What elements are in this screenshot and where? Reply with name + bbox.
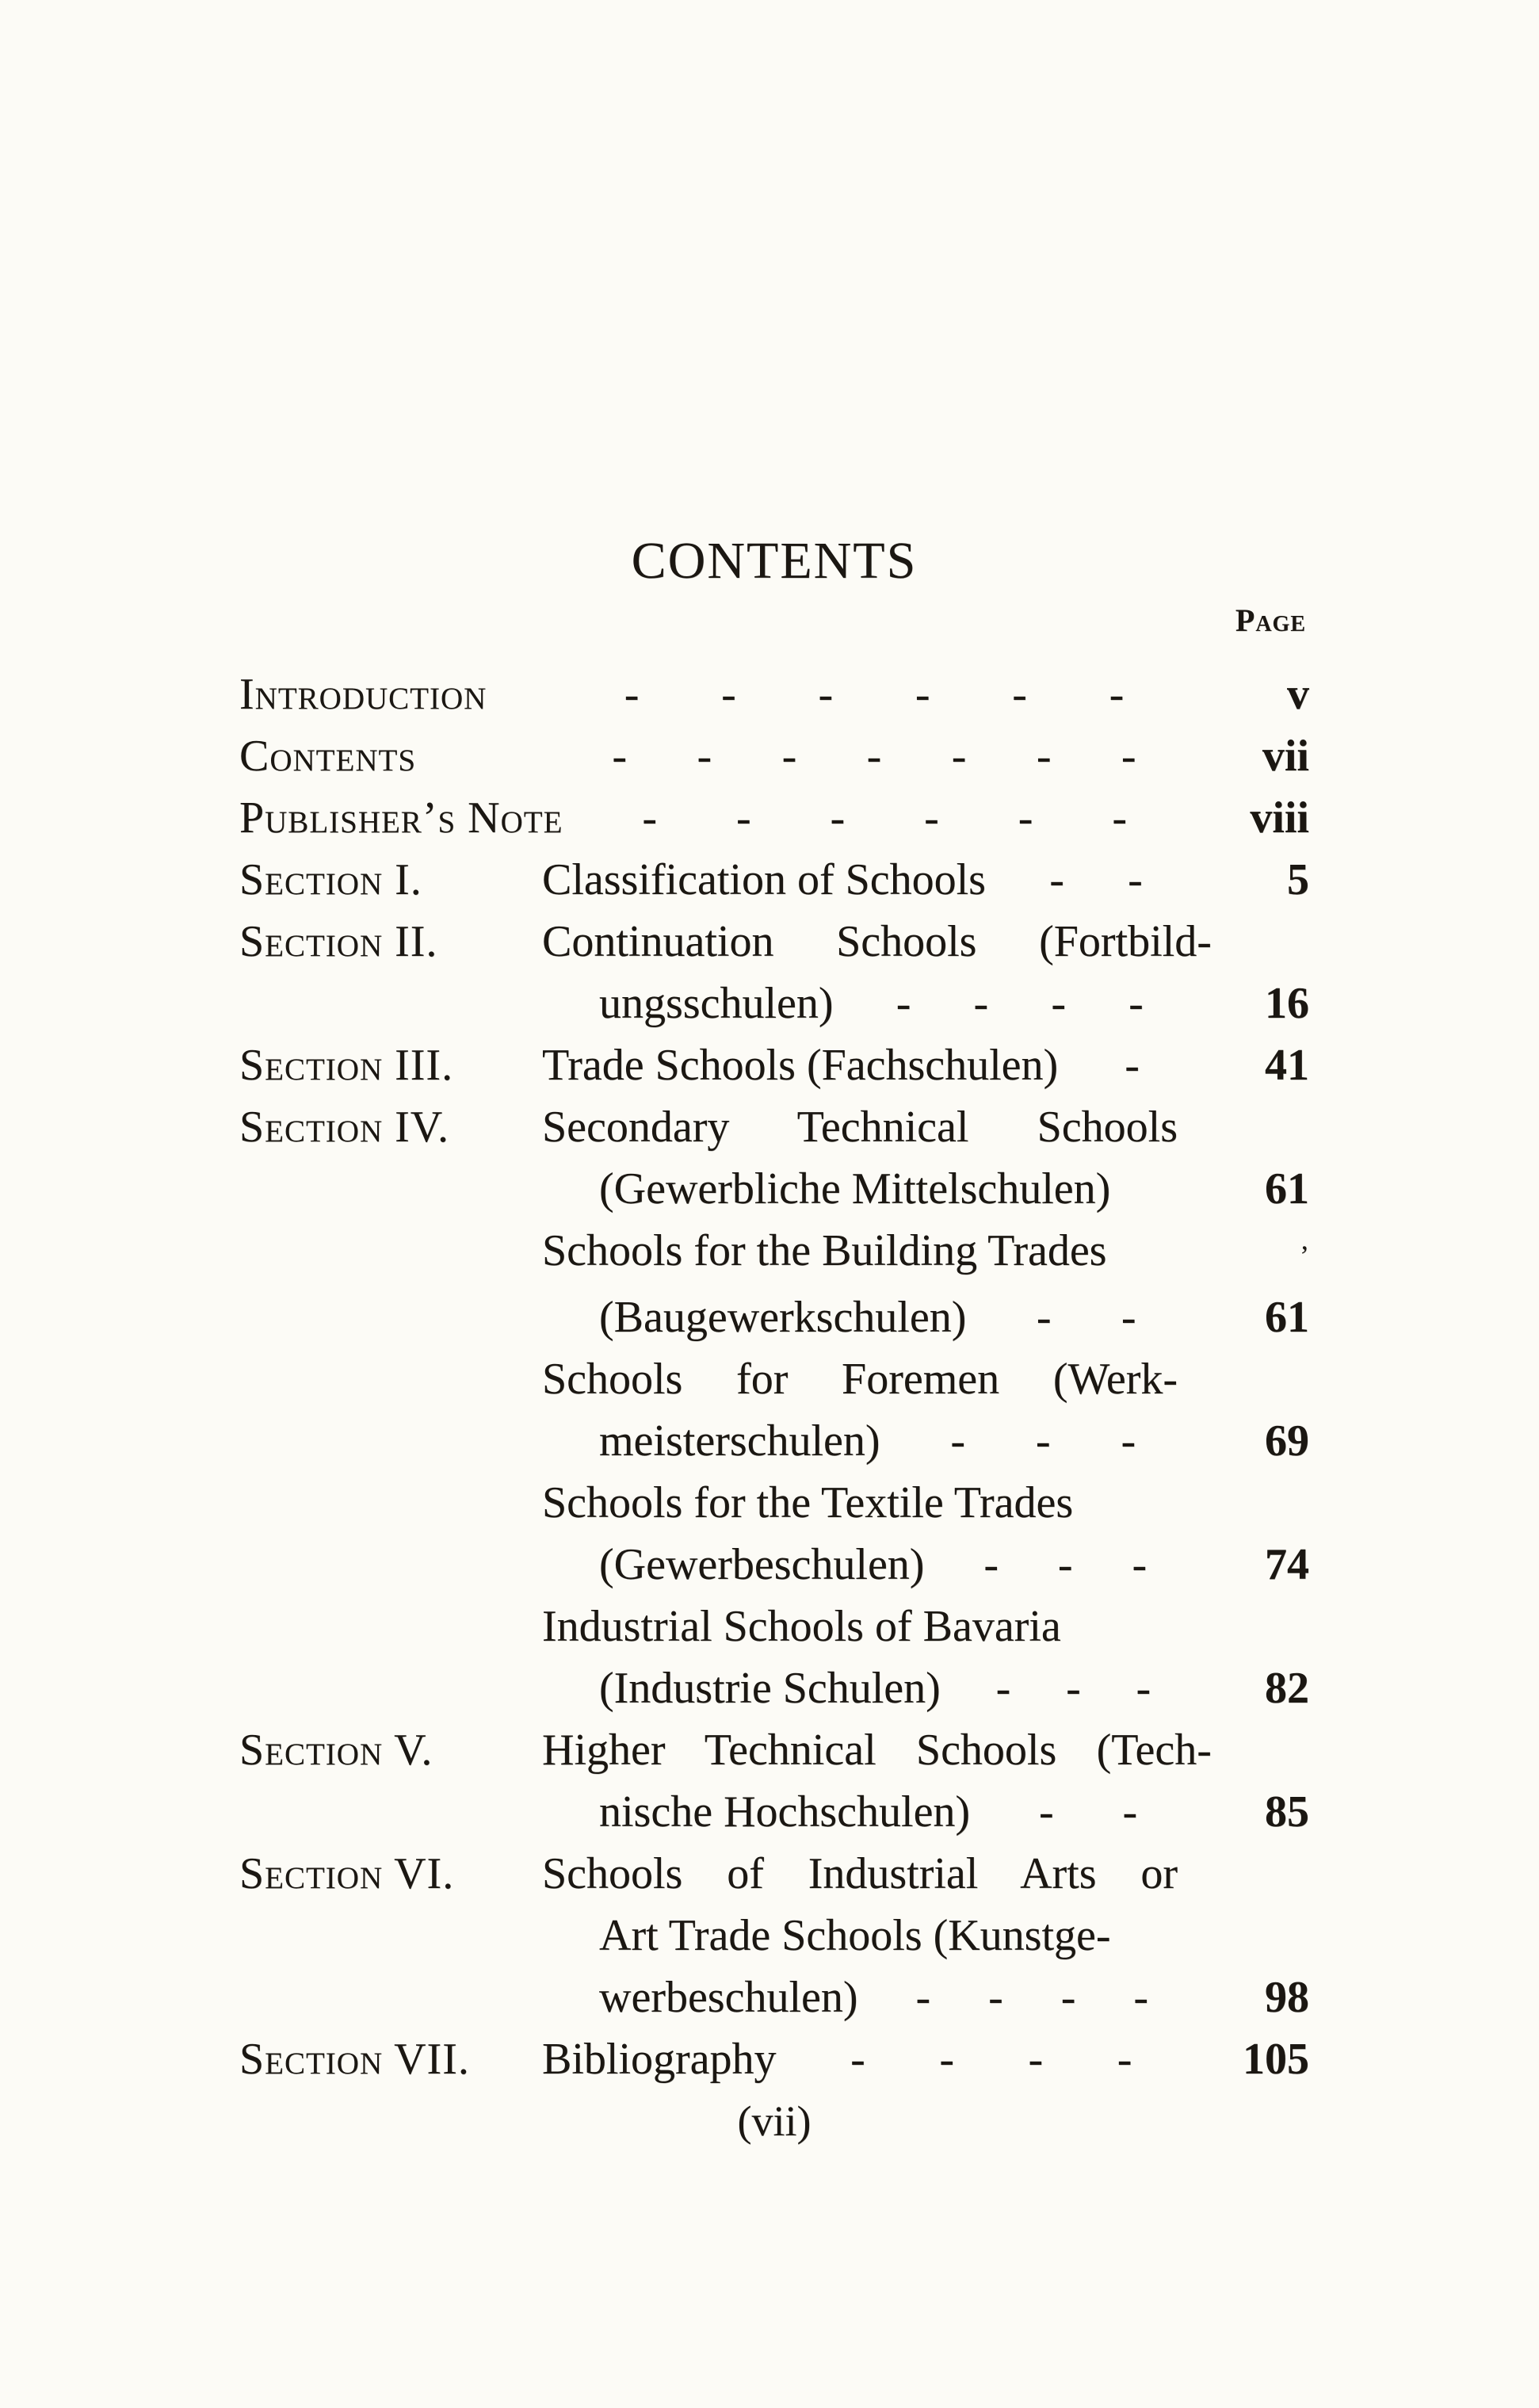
toc-page-number: 98: [1265, 1973, 1309, 2022]
leader-dash: -: [1121, 732, 1136, 781]
toc-entry-label: Section IV.: [239, 1103, 449, 1152]
leader-dash: -: [1012, 670, 1027, 719]
toc-entry-text: (Gewerbeschulen): [599, 1540, 925, 1589]
toc-row: [239, 1596, 1309, 1657]
toc-entry-text: Bibliography: [542, 2035, 777, 2084]
leader-dash: -: [1112, 793, 1127, 843]
leader-dash: -: [735, 793, 751, 843]
dash-leader: [858, 1967, 1206, 2028]
toc-entry-text: Higher Technical Schools (Tech-: [542, 1726, 1212, 1775]
leader-dash: -: [866, 732, 882, 781]
leader-dash: -: [988, 1973, 1003, 2022]
toc-row: [239, 2028, 1309, 2090]
leader-dash: -: [1036, 1293, 1052, 1342]
dash-leader: [880, 1410, 1206, 1472]
leader-dash: -: [1028, 2035, 1044, 2084]
page-footer-folio: (vii): [737, 2097, 812, 2145]
toc-row: [239, 1096, 1309, 1158]
toc-entry-label: Section III.: [239, 1041, 454, 1090]
leader-dash: -: [1109, 670, 1125, 719]
toc-page-number: 5: [1287, 855, 1309, 904]
leader-dash: -: [1038, 1787, 1054, 1837]
toc-page-number: 41: [1265, 1041, 1309, 1090]
page-column-header: Page: [1235, 602, 1306, 638]
toc-row: [239, 1158, 1309, 1220]
dash-leader: [777, 2028, 1206, 2090]
leader-dash: -: [612, 732, 628, 781]
toc-row: [239, 849, 1309, 911]
leader-dash: -: [950, 1416, 966, 1466]
leader-dash: -: [1051, 979, 1066, 1028]
toc-entry-text: meisterschulen): [599, 1416, 880, 1466]
leader-dash: -: [697, 732, 712, 781]
toc-row: [239, 1843, 1309, 1905]
leader-dash: -: [850, 2035, 865, 2084]
toc-row: [239, 787, 1309, 849]
leader-dash: -: [721, 670, 736, 719]
leader-dash: -: [1060, 1973, 1076, 2022]
toc-entry-text: Secondary Technical Schools: [542, 1103, 1178, 1152]
toc-entry-label: Section VII.: [239, 2035, 470, 2084]
dash-leader: [941, 1657, 1206, 1719]
toc-row: [239, 725, 1309, 787]
toc-page-number: 69: [1265, 1416, 1309, 1466]
dash-leader: [986, 849, 1206, 911]
toc-page-number: 85: [1265, 1787, 1309, 1837]
page-column-header-row: [239, 602, 1309, 646]
leader-dash: -: [939, 2035, 954, 2084]
toc-entry-text: Industrial Schools of Bavaria: [542, 1602, 1061, 1651]
toc-entry-label: Introduction: [239, 670, 487, 719]
toc-entry-label: Section V.: [239, 1726, 433, 1775]
toc-entry-text: (Baugewerkschulen): [599, 1293, 967, 1342]
leader-dash: -: [1125, 1041, 1140, 1090]
toc-page-number: 61: [1265, 1293, 1309, 1342]
leader-dash: -: [1066, 1664, 1081, 1713]
leader-dash: -: [1018, 793, 1033, 843]
dash-leader: [542, 663, 1206, 725]
toc-entry-text: nische Hochschulen): [599, 1787, 971, 1837]
leader-dash: -: [830, 793, 846, 843]
toc-entry-text: Schools for the Textile Trades: [542, 1478, 1074, 1527]
leader-dash: -: [1133, 1973, 1149, 2022]
leader-dash: -: [642, 793, 658, 843]
toc-page-number: 74: [1265, 1540, 1309, 1589]
toc-row: [239, 1967, 1309, 2028]
toc-row: [239, 663, 1309, 725]
toc-page-number: ’: [1300, 1240, 1309, 1271]
toc-row: [239, 1657, 1309, 1719]
toc-rows: [239, 663, 1309, 2090]
leader-dash: -: [924, 793, 939, 843]
toc-page-number: 61: [1265, 1164, 1309, 1214]
leader-dash: -: [1121, 1293, 1136, 1342]
toc-entry-text: (Industrie Schulen): [599, 1664, 941, 1713]
leader-dash: -: [1049, 855, 1064, 904]
toc-row: [239, 1286, 1309, 1348]
leader-dash: -: [1136, 1664, 1151, 1713]
toc-page-number: v: [1287, 670, 1309, 719]
toc-entry-text: ungsschulen): [599, 979, 834, 1028]
toc-entry-text: Continuation Schools (Fortbild-: [542, 917, 1212, 966]
leader-dash: -: [781, 732, 797, 781]
toc-entry-text: Classification of Schools: [542, 855, 986, 904]
dash-leader: [966, 1286, 1206, 1348]
dash-leader: [834, 973, 1206, 1034]
toc-entry-text: Schools of Industrial Arts or: [542, 1849, 1178, 1898]
leader-dash: -: [1128, 979, 1144, 1028]
toc-row: [239, 1220, 1309, 1286]
leader-dash: -: [624, 670, 640, 719]
toc-entry-text: Schools for Foremen (Werk-: [542, 1355, 1178, 1404]
toc-page-number: vii: [1262, 732, 1309, 781]
toc-entry-text: werbeschulen): [599, 1973, 858, 2022]
toc-row: [239, 911, 1309, 973]
toc-entry-label: Publisher’s Note: [239, 793, 563, 843]
toc-page-number: viii: [1250, 793, 1309, 843]
leader-dash: -: [818, 670, 834, 719]
leader-dash: -: [951, 732, 967, 781]
toc-row: [239, 1719, 1309, 1781]
dash-leader: [970, 1781, 1206, 1843]
toc-entry-text: Trade Schools (Fachschulen): [542, 1041, 1059, 1090]
page-title: CONTENTS: [631, 532, 918, 590]
toc-entry-text: Schools for the Building Trades: [542, 1226, 1107, 1275]
dash-leader: [542, 725, 1206, 787]
toc-entry-text: Art Trade Schools (Kunstge-: [599, 1911, 1111, 1960]
toc-entry-label: Section I.: [239, 855, 422, 904]
leader-dash: -: [1132, 1540, 1148, 1589]
leader-dash: -: [1117, 2035, 1132, 2084]
leader-dash: -: [1122, 1787, 1138, 1837]
leader-dash: -: [1128, 855, 1143, 904]
toc-row: [239, 973, 1309, 1034]
toc-entry-label: Section II.: [239, 917, 438, 966]
toc-entry-label: Contents: [239, 732, 417, 781]
leader-dash: -: [915, 1973, 931, 2022]
toc-row: [239, 1781, 1309, 1843]
leader-dash: -: [1057, 1540, 1073, 1589]
toc-row: [239, 1534, 1309, 1596]
toc-page-number: 16: [1265, 979, 1309, 1028]
dash-leader: [924, 1534, 1206, 1596]
dash-leader: [1058, 1034, 1206, 1096]
leader-dash: -: [1121, 1416, 1136, 1466]
toc-row: [239, 1472, 1309, 1534]
leader-dash: -: [1035, 1416, 1051, 1466]
leader-dash: -: [995, 1664, 1011, 1713]
leader-dash: -: [973, 979, 989, 1028]
leader-dash: -: [1036, 732, 1052, 781]
leader-dash: -: [896, 979, 911, 1028]
toc-row: [239, 1348, 1309, 1410]
toc-entry-text: (Gewerbliche Mittelschulen): [599, 1164, 1111, 1214]
leader-dash: -: [915, 670, 930, 719]
toc-row: [239, 1410, 1309, 1472]
toc-page-number: 105: [1243, 2035, 1309, 2084]
toc-page-number: 82: [1265, 1664, 1309, 1713]
dash-leader: [563, 787, 1206, 849]
toc-row: [239, 1905, 1309, 1967]
leader-dash: -: [983, 1540, 999, 1589]
toc-row: [239, 1034, 1309, 1096]
toc-entry-label: Section VI.: [239, 1849, 455, 1898]
